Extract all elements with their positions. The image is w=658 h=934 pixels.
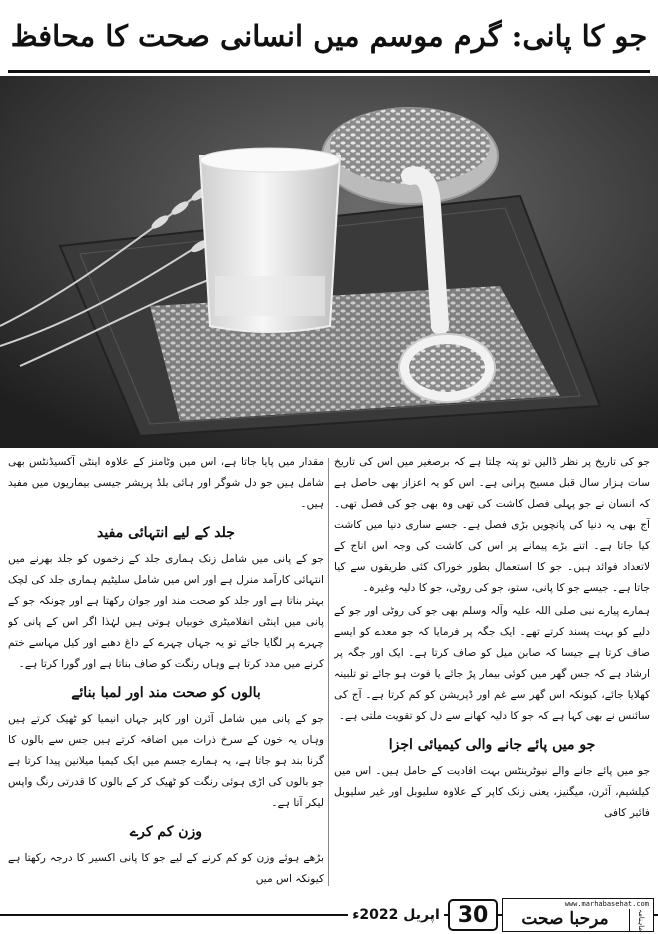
paragraph: مقدار میں پایا جاتا ہے، اس میں وٹامنز کے علاوہ اینٹی آکسیڈنٹس بھی شامل ہیں جو دل شوگر اور ہائی بلڈ پریشر جیسی بیماریوں میں مفید ہیں۔ <box>8 456 324 510</box>
subheading-chemical-components: جو میں پائے جانے والی کیمیائی اجزا <box>388 737 596 753</box>
issue-date: اپریل 2022ء <box>348 901 444 929</box>
article-title: جو کا پانی: گرم موسم میں انسانی صحت کا محافظ <box>10 19 648 53</box>
column-divider <box>328 458 329 886</box>
paragraph: جو کے پانی میں شامل آئرن اور کاپر جہاں انیمیا کو ٹھیک کرتے ہیں وہاں یہ خون کے سرخ ذرات میں اضافہ کرتے ہیں جس سے بالوں کا گرنا بند ہو جاتا ہے، یہ ہمارے جسم میں ایک کیمیا میلانین پیدا کرتا ہے جو بالوں کی اڑی ہوئی رنگت کو ٹھیک کر کے بالوں کا قدرتی رنگ واپس لیکر آتا ہے۔ <box>8 713 324 809</box>
article-body <box>8 452 650 892</box>
brand-name: مرحبا صحت <box>521 909 609 929</box>
subheading-weight-loss: وزن کم کرے <box>129 824 203 840</box>
page-footer <box>0 896 658 934</box>
paragraph: ہمارے پیارے نبی صلی اللہ علیہ وآلہ وسلم بھی جو کی روٹی اور جو کے دلیے کو بہت پسند کرتے تھے۔ ایک جگہ پر فرمایا کہ جو معدے کو ایسے صاف کرتا ہے جیسا کہ صابن میل کو صاف کرتا ہے۔ ایک اور جگہ پر ارشاد ہے کہ جس گھر میں کوئی بیمار پڑ جائے یا فوت ہو جائے تو تلبینہ کھلایا جائے، کیونکہ اس گھر سے غم اور ڈپریشن کو کم کرتا ہے۔ آج کی سائنس نے بھی کہا ہے کہ جو کا دلیہ کھانے سے دل کو تقویت ملتی ہے۔ <box>334 605 650 722</box>
paragraph: جو کے پانی میں شامل زنک ہماری جلد کے زخموں کو جلد بھرنے میں انتہائی کارآمد منرل ہے اور اس میں شامل سلیٹیم ہماری جلد کی لچک بہتر بناتا ہے اور جلد کو صحت مند اور جوان رکھتا ہے اور چونکہ جو کے پانی میں اینٹی انفلامیٹری خوبیاں ہوتی ہیں لہٰذا اگر اس کے پانی کو چہرے پر لگایا جائے تو یہ جہاں چہرے کے داغ دھبے اور کیل مہاسے ختم کرنے میں مدد کرتا ہے وہاں رنگت کو صاف بناتا ہے اور گورا کرتا ہے۔ <box>8 553 324 670</box>
subheading-hair-benefits: بالوں کو صحت مند اور لمبا بنائے <box>71 685 261 701</box>
subheading-skin-benefits: جلد کے لیے انتہائی مفید <box>97 525 235 541</box>
paragraph: جو میں پائے جانے والے نیوٹرینٹس بہت افادیت کے حامل ہیں۔ اس میں کیلشیم، آئرن، میگنیز، یعنی زنک کاپر کے علاوہ سلیوبل اور غیر سلیوبل فائبر کافی <box>334 765 650 819</box>
brand-monthly: ماہنامہ <box>629 909 651 931</box>
article-title-bar <box>8 8 650 64</box>
left-column <box>8 452 324 892</box>
website-url: www.marhabasehat.com <box>564 900 649 908</box>
paragraph: جو کی تاریخ پر نظر ڈالیں تو پتہ چلتا ہے کہ برصغیر میں اس کی تاریخ سات ہزار سال قبل مسیح پرانی ہے۔ اس کو یہ اعزاز بھی حاصل ہے کہ انسان نے جو پہلی فصل کاشت کی تھی وہ بھی جو کی فصل تھی۔ آج بھی یہ دنیا کی پانچویں بڑی فصل ہے۔ جسے ساری دنیا میں کاشت کیا جاتا ہے۔ اتنے بڑے پیمانے پر اس کی کاشت کی وجہ اس اناج کے لاتعداد فوائد ہیں۔ جو کا استعمال بطور خوراک کئی طریقوں سے کیا جاتا ہے۔ جیسے جو کا پانی، ستو، جو کی روٹی، جو کا دلیہ وغیرہ۔ <box>334 456 650 594</box>
right-column <box>334 452 650 892</box>
barley-water-photo <box>0 76 658 448</box>
magazine-logo <box>502 898 654 932</box>
paragraph: بڑھے ہوئے وزن کو کم کرنے کے لیے جو کا پانی اکسیر کا درجہ رکھتا ہے کیونکہ اس میں <box>8 852 324 885</box>
page-number: 30 <box>448 899 498 931</box>
barley-photo-illustration <box>0 76 658 448</box>
title-divider <box>8 70 650 73</box>
